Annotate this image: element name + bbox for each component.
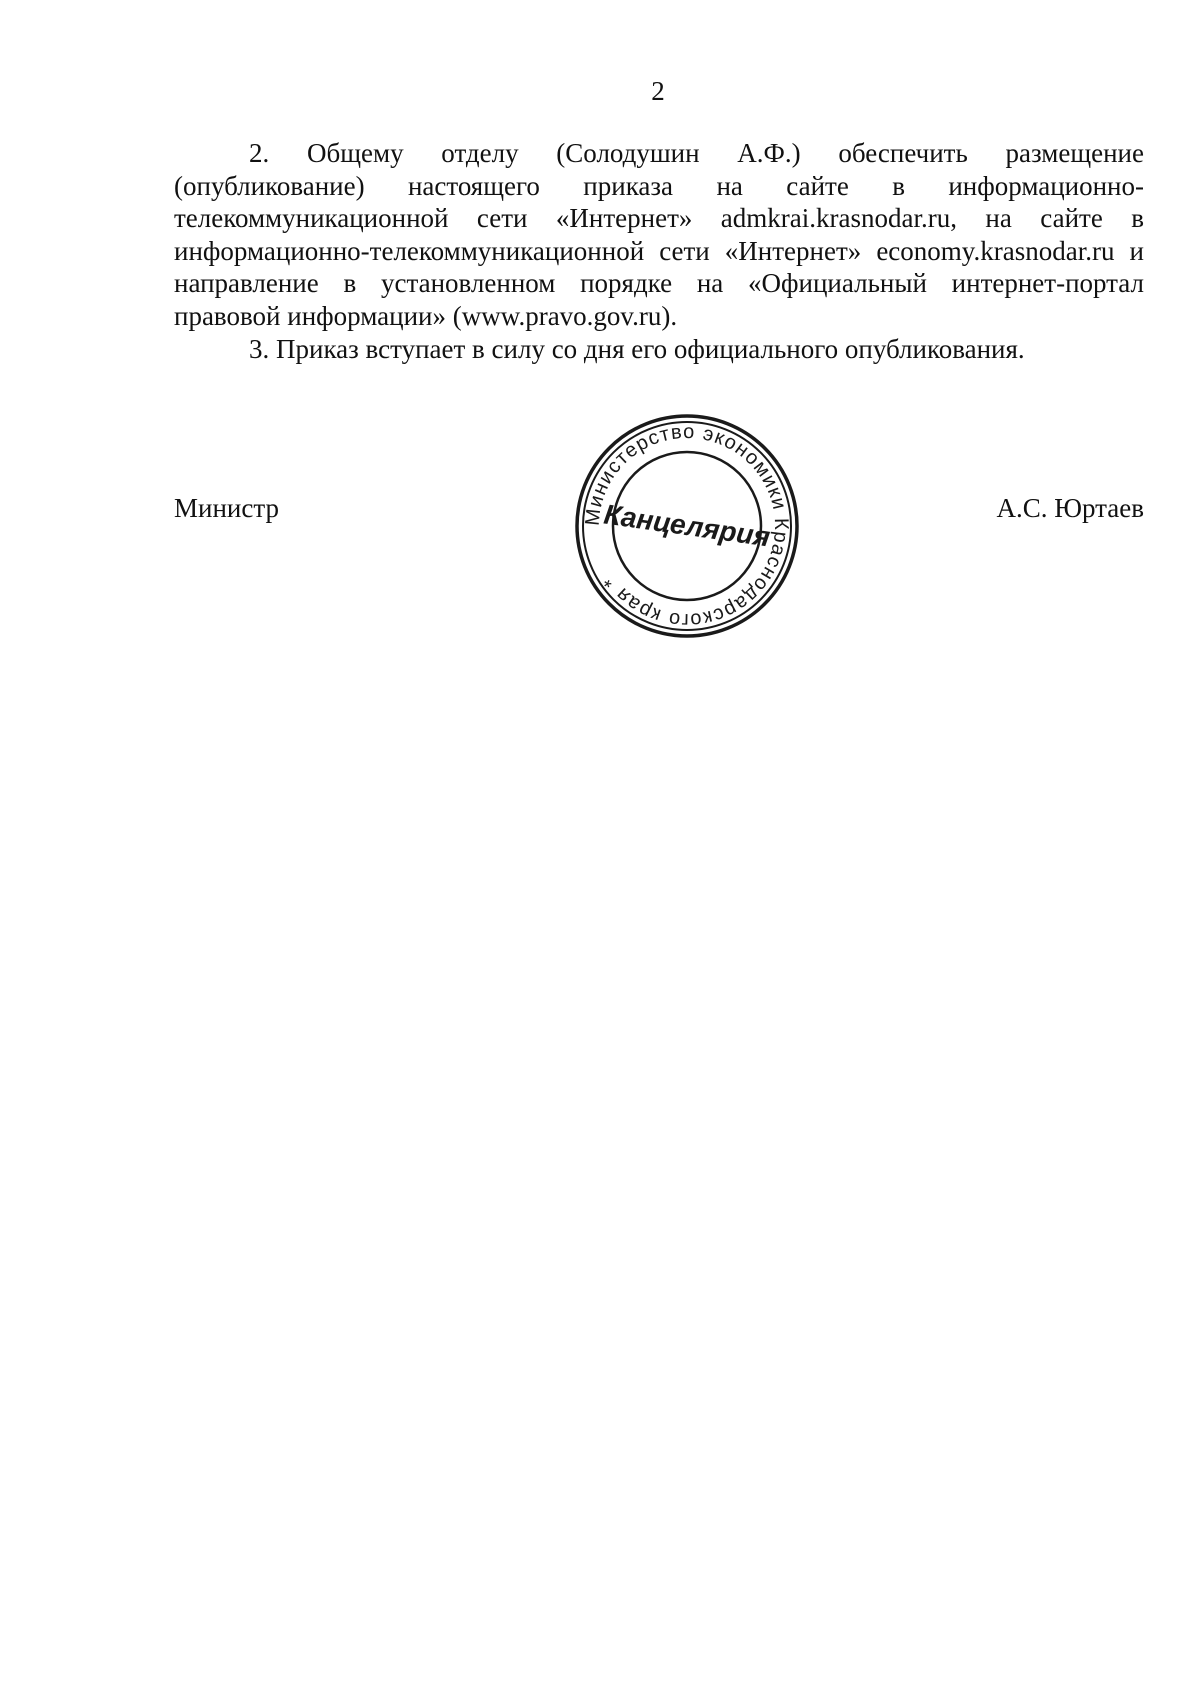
- seal-graphic: [572, 411, 802, 641]
- seal-center-text: Канцелярия: [602, 498, 773, 553]
- order-body: [174, 137, 1144, 365]
- signer-position: Министр: [174, 493, 279, 523]
- paragraph-3: 3. Приказ вступает в силу со дня его официального опубликования.: [249, 333, 1025, 364]
- office-seal: [572, 411, 802, 641]
- signer-name: А.С. Юртаев: [996, 493, 1144, 523]
- paragraph-2: 2. Общему отделу (Солодушин А.Ф.) обеспечить размещение (опубликование) настоящего приказа на сайте в информационно-телекоммуникационной сети «Интернет» admkrai.krasnodar.ru, на сайте в информационно-телекоммуникационной сети «Интернет» economy.krasnodar.ru и направление в установленном порядке на «Официальный интернет-портал правовой информации» (www.pravo.gov.ru).: [174, 138, 1144, 331]
- page-number: 2: [651, 76, 665, 106]
- seal-outer-text: Министерство экономики Краснодарского края *: [581, 420, 793, 632]
